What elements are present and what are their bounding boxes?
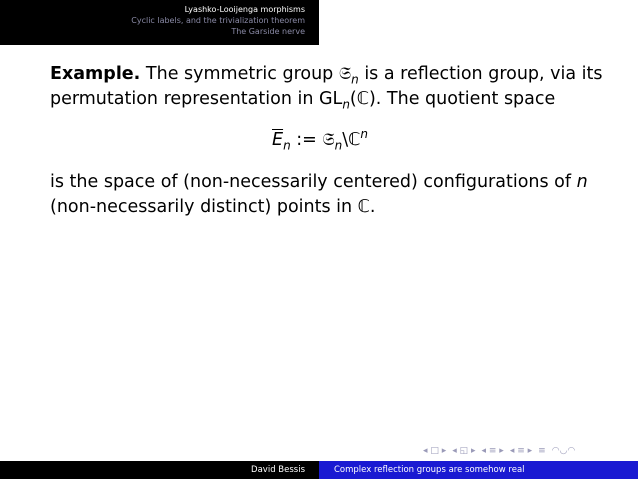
- paragraph-2: [50, 87, 610, 112]
- text-segment: The symmetric group: [140, 64, 339, 84]
- subscript-n: n: [334, 138, 343, 153]
- search-back-icon[interactable]: ◠◡◠: [551, 446, 576, 456]
- slide-content: [50, 62, 610, 220]
- math-quotient-C: \ℂ: [342, 130, 361, 150]
- navigation-symbols: [423, 444, 575, 458]
- header-right-panel: [319, 0, 638, 45]
- math-n: n: [576, 172, 588, 192]
- superscript-n: n: [360, 127, 368, 142]
- subscript-n: n: [283, 138, 291, 153]
- text-segment: permutation representation in GL: [50, 89, 343, 109]
- section-nav-icon[interactable]: ◂ ≡ ▸: [481, 446, 504, 456]
- text-segment: (ℂ). The quotient space: [349, 89, 556, 109]
- text-segment: is the space of (non-necessarily centered) configurations of: [50, 172, 577, 192]
- document-nav-icon[interactable]: ◂ ≡ ▸: [509, 446, 533, 456]
- nav-section-cyclic-labels[interactable]: Cyclic labels, and the trivialization theorem: [131, 16, 305, 25]
- text-segment: is a reflection group, via its: [358, 64, 603, 84]
- symmetric-group-symbol: 𝔖: [338, 64, 352, 84]
- symmetric-group-symbol: 𝔖: [322, 130, 335, 150]
- math-definition-symbol: :=: [290, 130, 323, 150]
- appendix-nav-icon[interactable]: ≡: [538, 446, 546, 456]
- header-nav: [0, 0, 319, 45]
- example-label: Example.: [50, 64, 141, 84]
- paragraph-1: [50, 62, 610, 87]
- frame-nav-icon[interactable]: ◂ □ ▸: [423, 446, 447, 456]
- nav-section-garside-nerve[interactable]: The Garside nerve: [231, 27, 305, 36]
- subsection-nav-icon[interactable]: ◂ ◱ ▸: [452, 446, 476, 456]
- footer-bar: [0, 461, 638, 479]
- subscript-n: n: [351, 72, 359, 87]
- paragraph-3: [50, 170, 610, 195]
- subscript-n: n: [342, 97, 350, 112]
- footer-title: Complex reflection groups are somehow real: [319, 461, 638, 479]
- display-equation: [50, 126, 610, 154]
- footer-author: David Bessis: [0, 461, 319, 479]
- math-E-bar: $\overline{E}$: [272, 130, 284, 150]
- paragraph-4: (non-necessarily distinct) points in ℂ.: [50, 197, 376, 217]
- header-bar: [0, 0, 638, 45]
- nav-section-current[interactable]: Lyashko-Looijenga morphisms: [184, 5, 305, 14]
